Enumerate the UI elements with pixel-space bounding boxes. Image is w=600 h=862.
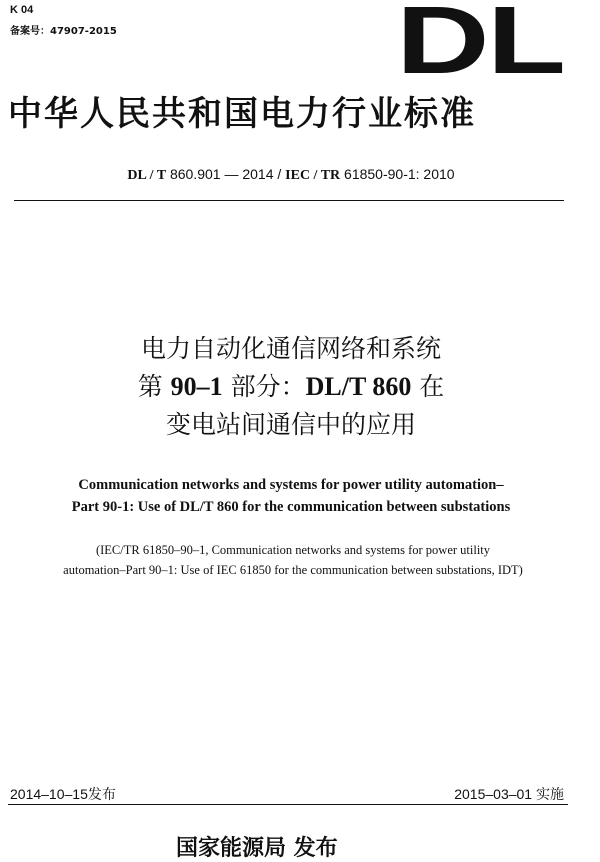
chinese-title	[0, 330, 582, 444]
equivalence-note	[0, 540, 586, 580]
implementation-date: 2015–03–01 实施	[454, 786, 564, 802]
filing-number: 备案号：47907-2015	[10, 26, 117, 37]
english-title-line-1: Communication networks and systems for power utility automation–	[78, 477, 504, 493]
standard-number-prefix: DL / T	[127, 168, 167, 183]
equivalence-line-1: (IEC/TR 61850–90–1, Communication networks and systems for power utility	[95, 543, 491, 557]
chinese-title-line-3: 变电站间通信中的应用	[165, 410, 416, 439]
equivalence-line-2: automation–Part 90–1: Use of IEC 61850 for the communication between substations, IDT)	[63, 563, 523, 577]
english-title-line-2: Part 90-1: Use of DL/T 860 for the communication between substations	[71, 499, 511, 515]
standard-category-title: 中华人民共和国电力行业标准	[8, 94, 476, 134]
chinese-title-line-1: 电力自动化通信网络和系统	[140, 334, 441, 363]
standard-number	[0, 166, 582, 184]
english-title	[0, 474, 582, 518]
top-divider	[14, 200, 564, 201]
dl-logo: DL	[396, 0, 564, 94]
chinese-title-line-2-d: DL/T 860	[305, 372, 412, 401]
standard-number-main: 860.901 — 2014 /	[166, 166, 286, 182]
chinese-title-line-2-e: 在	[411, 372, 445, 401]
publisher: 国家能源局 发布	[176, 835, 338, 861]
chinese-title-line-2-a: 第	[137, 372, 171, 401]
chinese-title-line-2	[0, 368, 582, 406]
chinese-title-line-2-b: 90–1	[170, 372, 223, 401]
standard-number-iec: IEC / TR	[285, 168, 341, 183]
chinese-title-line-2-c: 部分：	[222, 372, 306, 401]
standard-number-suffix: 61850-90-1: 2010	[340, 166, 455, 182]
classification-code: K 04	[10, 4, 34, 16]
issue-date: 2014–10–15发布	[10, 786, 116, 802]
bottom-divider	[8, 804, 568, 805]
